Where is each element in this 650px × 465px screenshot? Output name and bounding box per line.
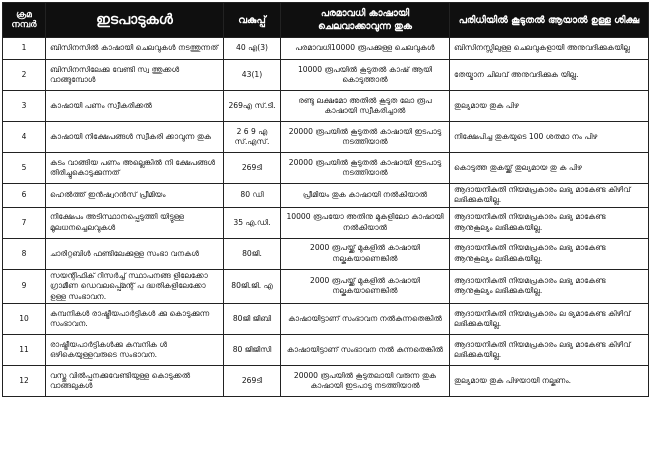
- row-section: 43(1): [224, 60, 281, 91]
- row-penalty: കൊടുത്ത തുകയ്ക്ക് തുല്യമായ തു ക പിഴ: [450, 153, 649, 184]
- row-transaction: നിക്ഷേപം അടിസ്ഥാനപ്പെടുത്തി യിട്ടുള്ള മൂലധനച്ചെലവുകൾ: [46, 207, 224, 238]
- row-cash-limit: പ്രീമിയം തുക കാഷായി നൽകിയാൽ: [281, 184, 450, 208]
- header-penalty: പരിധിയിൽ കൂടുതൽ ആയാൽ ഉള്ള ശിക്ഷ: [450, 3, 649, 38]
- row-cash-limit: കാഷായിട്ടാണ് സംഭാവന നൽ കുന്നതെങ്കിൽ: [281, 335, 450, 366]
- row-serial-number: 11: [3, 335, 46, 366]
- row-serial-number: 4: [3, 122, 46, 153]
- row-section: 80 ജിജിസി: [224, 335, 281, 366]
- row-serial-number: 9: [3, 269, 46, 303]
- table-row: [3, 122, 649, 153]
- row-penalty: ആദായനികുതി നിയമപ്രകാരം ലഭ്യ മാകേണ്ട ആനുകൂല്യം ലഭിക്കുകയില്ല.: [450, 269, 649, 303]
- row-serial-number: 8: [3, 238, 46, 269]
- row-serial-number: 3: [3, 91, 46, 122]
- row-serial-number: 5: [3, 153, 46, 184]
- row-penalty: ആദായനികുതി നിയമപ്രകാരം ലഭ്യ മാകേണ്ട കിഴിവ് ലഭിക്കുകയില്ല.: [450, 184, 649, 208]
- row-serial-number: 1: [3, 38, 46, 60]
- row-section: 80 ഡി: [224, 184, 281, 208]
- row-transaction: ഹെൽത്ത് ഇൻഷ്വറൻസ് പ്രീമിയം: [46, 184, 224, 208]
- row-penalty: തുല്യമായ തുക പിഴ: [450, 91, 649, 122]
- table-row: [3, 207, 649, 238]
- row-transaction: വസ്തു വിൽപ്പനക്കുവേണ്ടിയുള്ള കൊടുക്കൽ വാങ്ങലുകൾ: [46, 366, 224, 397]
- row-section: 80ജി ജിബി: [224, 304, 281, 335]
- row-section: 80ജി.: [224, 238, 281, 269]
- table-row: [3, 184, 649, 208]
- row-section: 40 എ(3): [224, 38, 281, 60]
- table-row: [3, 238, 649, 269]
- row-section: 35 എ.ഡി.: [224, 207, 281, 238]
- table-row: [3, 153, 649, 184]
- row-section: 269ടി: [224, 366, 281, 397]
- row-cash-limit: 20000 രൂപയിൽ കൂടുതൽ കാഷായി ഇടപാടു നടത്തിയാൽ: [281, 153, 450, 184]
- row-cash-limit: 20000 രൂപയിൽ കൂടുതലായി വരുന്ന തുക കാഷായി ഇടപാടു നടത്തിയാൽ: [281, 366, 450, 397]
- row-penalty: ബിസിനസ്സിലുള്ള ചെലവുകളായി അനുവദിക്കുകയില്ല: [450, 38, 649, 60]
- row-transaction: കാഷായി നിക്ഷേപങ്ങൾ സ്വീകരി ക്കാവുന്ന തുക: [46, 122, 224, 153]
- row-penalty: തുല്യമായ തുക പിഴയായി നല്കണം.: [450, 366, 649, 397]
- row-penalty: ആദായനികുതി നിയമപ്രകാരം ലഭ്യ മാകേണ്ട ആനുകൂല്യം ലഭിക്കുകയില്ല.: [450, 207, 649, 238]
- row-cash-limit: 10000 രൂപയിൽ കൂടുതൽ കാഷ് ആയി കൊടുത്താൽ: [281, 60, 450, 91]
- row-penalty: ആദായനികുതി നിയമപ്രകാരം ലഭ്യ മാകേണ്ട ആനുകൂല്യം ലഭിക്കുകയില്ല.: [450, 238, 649, 269]
- row-transaction: രാഷ്ട്രീയപാർട്ടികൾക്കു കമ്പനിക ൾ ഒഴികെയുള്ളവരുടെ സംഭാവന.: [46, 335, 224, 366]
- row-transaction: ചാരിറ്റബിൾ ഫണ്ടിലേക്കുള്ള സംഭാ വനകൾ: [46, 238, 224, 269]
- table-row: [3, 269, 649, 303]
- row-penalty: ആദായനികുതി നിയമപ്രകാരം ലഭ്യ മാകേണ്ട കിഴിവ് ലഭിക്കുകയില്ല.: [450, 335, 649, 366]
- row-serial-number: 7: [3, 207, 46, 238]
- table-row: [3, 304, 649, 335]
- header-serial-number: ക്രമ നമ്പർ: [3, 3, 46, 38]
- tax-cash-limits-table: [2, 2, 649, 397]
- row-section: 80ജി.ജി. എ: [224, 269, 281, 303]
- row-transaction: കടം വാങ്ങിയ പണം അല്ലെങ്കിൽ നി ക്ഷേപങ്ങൾ തിരിച്ചുകൊടുക്കുന്നത്: [46, 153, 224, 184]
- row-cash-limit: 2000 രൂപയ്ക്ക് മുകളിൽ കാഷായി നല്കുകയാണെങ്കിൽ: [281, 238, 450, 269]
- header-cash-limit: പരമാവധി കാഷായി ചെലവാക്കാവുന്ന തുക: [281, 3, 450, 38]
- header-transactions: ഇടപാടുകൾ: [46, 3, 224, 38]
- row-transaction: കാഷായി പണം സ്വീകരിക്കൽ: [46, 91, 224, 122]
- row-penalty: ആദായനികുതി നിയമപ്രകാരം ല ഭ്യമാകേണ്ട കിഴിവ് ലഭിക്കുകയില്ല.: [450, 304, 649, 335]
- row-cash-limit: രണ്ടു ലക്ഷമോ അതിൽ കൂടുത ലോ രൂപ കാഷായി സ്വീകരിച്ചാൽ: [281, 91, 450, 122]
- row-section: 269എ സ്.ടി.: [224, 91, 281, 122]
- row-cash-limit: 2000 രൂപയ്ക്ക് മുകളിൽ കാഷായി നല്കുകയാണെങ്കിൽ: [281, 269, 450, 303]
- row-serial-number: 10: [3, 304, 46, 335]
- row-section: 269ടി: [224, 153, 281, 184]
- row-cash-limit: 10000 രൂപയോ അതിനു മുകളിലോ കാഷായി നൽകിയാൽ: [281, 207, 450, 238]
- row-section: 2 6 9 എ സ്.എസ്.: [224, 122, 281, 153]
- row-serial-number: 6: [3, 184, 46, 208]
- row-penalty: തേയ്മാന ചിലവ് അനുവദിക്കുക യില്ല.: [450, 60, 649, 91]
- table-row: [3, 91, 649, 122]
- row-cash-limit: പരമാവധി10000 രൂപക്കുള്ള ചെലവുകൾ: [281, 38, 450, 60]
- row-cash-limit: 20000 രൂപയിൽ കൂടുതൽ കാഷായി ഇടപാടു നടത്തിയാൽ: [281, 122, 450, 153]
- row-penalty: നിക്ഷേപിച്ച തുകയുടെ 100 ശതമാ നം പിഴ: [450, 122, 649, 153]
- table-row: [3, 60, 649, 91]
- header-row: [3, 3, 649, 38]
- row-serial-number: 12: [3, 366, 46, 397]
- table-row: [3, 335, 649, 366]
- header-section: വകുപ്പ്: [224, 3, 281, 38]
- row-transaction: സയന്റിഫിക് റിസർച്ച് സ്ഥാപനങ്ങ ളിലേക്കോ ഗ്രാമീണ ഡെവലപ്പ്മെന്റ് പ ദ്ധതികളിലേക്കോ ഉള്ള സംഭാവന.: [46, 269, 224, 303]
- row-transaction: കമ്പനികൾ രാഷ്ട്രീയപാർട്ടികൾ ക്കു കൊടുക്കുന്ന സംഭാവന.: [46, 304, 224, 335]
- row-cash-limit: കാഷായിട്ടാണ് സംഭാവന നൽകുന്നതെങ്കിൽ: [281, 304, 450, 335]
- row-transaction: ബിസിനസിലേക്കു വേണ്ടി സ്വ ത്തുക്കൾ വാങ്ങുമ്പോൾ: [46, 60, 224, 91]
- table-row: [3, 366, 649, 397]
- table-row: [3, 38, 649, 60]
- row-serial-number: 2: [3, 60, 46, 91]
- row-transaction: ബിസിനസിൽ കാഷായി ചെലവുകൾ നടത്തുന്നത്: [46, 38, 224, 60]
